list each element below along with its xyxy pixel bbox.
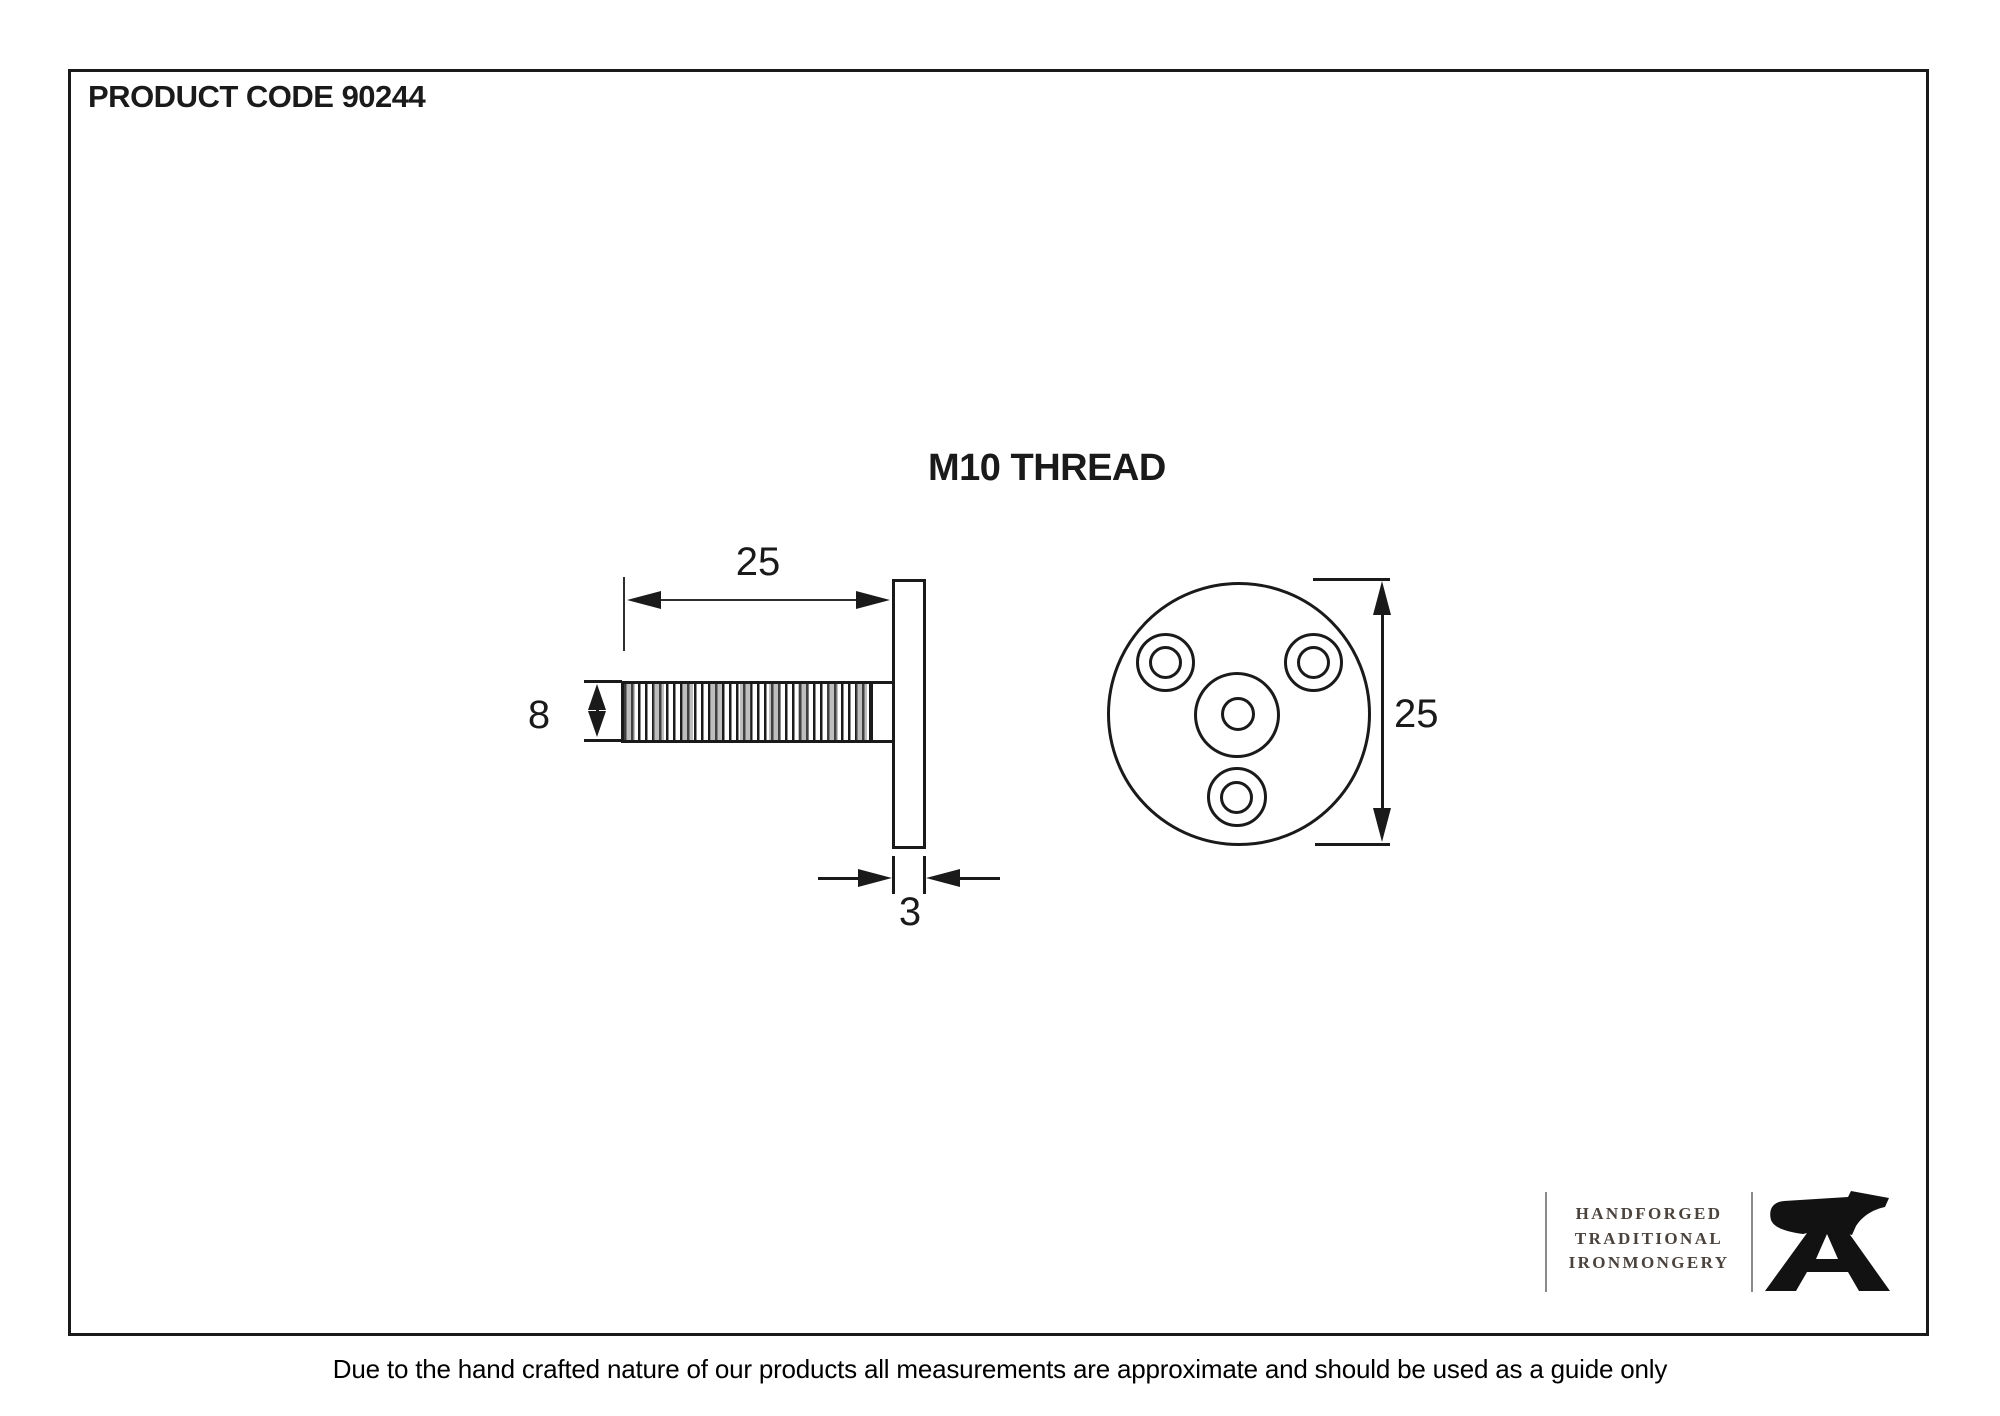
dim-label-length: 25	[735, 540, 781, 584]
brand-line-2: TRADITIONAL	[1574, 1228, 1724, 1248]
screw-hole-top-left-inner	[1149, 646, 1182, 679]
brand-divider-right	[1751, 1192, 1753, 1292]
centre-hole-circle	[1221, 697, 1255, 731]
arrowhead-right-icon	[856, 591, 890, 609]
screw-hole-top-right-inner	[1297, 646, 1330, 679]
dim-label-plate-diameter: 25	[1394, 692, 1439, 736]
dim-line-length	[645, 599, 863, 601]
anvil-icon	[1763, 1190, 1893, 1295]
arrowhead-up-icon	[588, 684, 606, 710]
plate-edge-shape	[892, 579, 926, 849]
arrowhead-left-icon	[627, 591, 661, 609]
dim-tick	[584, 739, 622, 742]
disclaimer-text: Due to the hand crafted nature of our products all measurements are approximate and should be used as a guide only	[332, 1354, 1668, 1384]
arrowhead-right-icon	[858, 869, 892, 887]
dim-line-thickness-right	[958, 877, 1000, 880]
drawing-border-frame	[68, 69, 1929, 1336]
arrowhead-down-icon	[1373, 808, 1391, 842]
dim-label-thickness: 3	[898, 890, 922, 934]
dim-line-thickness-left	[818, 877, 860, 880]
brand-line-1: HANDFORGED	[1575, 1204, 1723, 1223]
arrowhead-left-icon	[926, 869, 960, 887]
dim-extension-line	[623, 577, 625, 651]
brand-divider-left	[1545, 1192, 1547, 1292]
dim-tick	[584, 680, 622, 683]
dim-tick	[1315, 843, 1390, 846]
dim-tick	[892, 856, 895, 894]
arrowhead-down-icon	[588, 711, 606, 737]
thread-spec-label: M10 THREAD	[928, 447, 1166, 489]
brand-wordmark	[1556, 1202, 1742, 1276]
brand-line-3: IRONMONGERY	[1568, 1253, 1730, 1272]
dim-label-diameter: 8	[527, 693, 551, 737]
arrowhead-up-icon	[1373, 581, 1391, 615]
threaded-rod-shape	[621, 681, 895, 743]
thread-hatching	[624, 684, 873, 740]
screw-hole-bottom-inner	[1220, 781, 1253, 814]
product-code-label: PRODUCT CODE 90244	[88, 79, 426, 114]
dim-line-plate-diameter	[1381, 600, 1384, 826]
